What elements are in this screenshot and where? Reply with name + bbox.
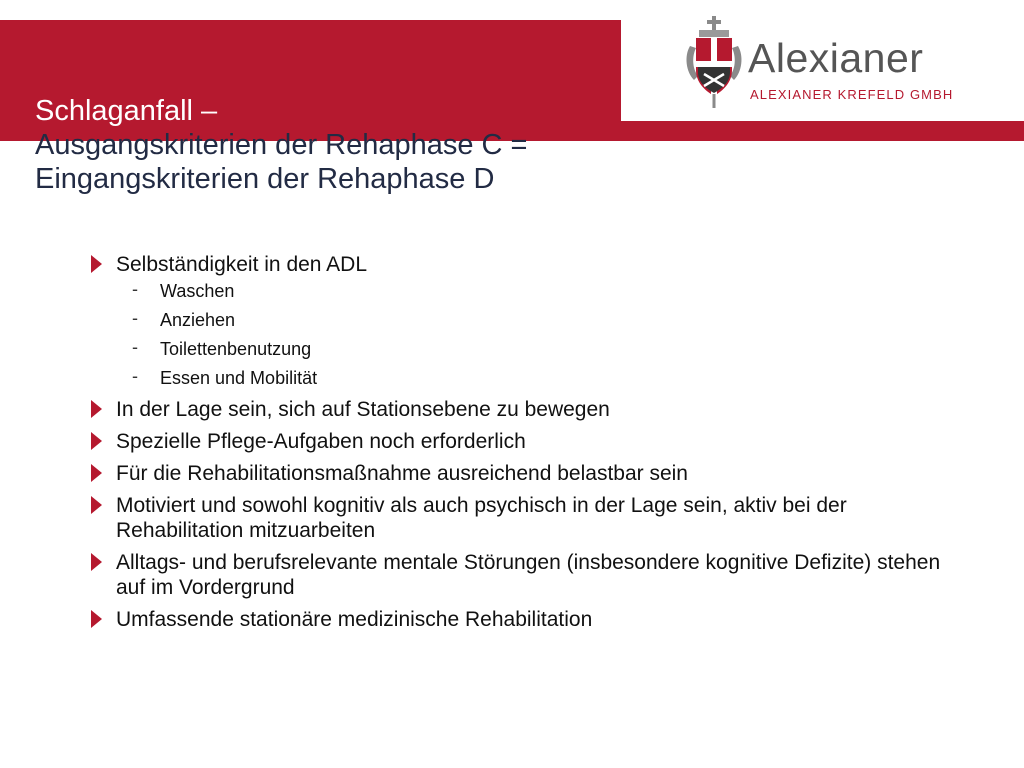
sub-list-item-text: Anziehen: [160, 310, 236, 330]
dash-icon: -: [132, 337, 138, 357]
sub-list-item-text: Toilettenbenutzung: [160, 339, 312, 359]
dash-icon: -: [132, 366, 138, 386]
triangle-right-icon: [91, 610, 102, 628]
list-item: [88, 493, 968, 543]
slide-title: [35, 94, 735, 196]
list-item: [88, 550, 968, 600]
dash-icon: -: [132, 279, 138, 299]
title-line-2: Ausgangskriterien der Rehaphase C =: [35, 129, 528, 161]
bullet-list: [88, 252, 968, 639]
list-item: [88, 607, 968, 632]
triangle-right-icon: [91, 464, 102, 482]
triangle-right-icon: [91, 400, 102, 418]
logo-wordmark: Alexianer: [748, 35, 924, 81]
list-item-text: Motiviert und sowohl kognitiv als auch psychisch in der Lage sein, aktiv bei der Rehabilitation mitzuarbeiten: [116, 494, 847, 542]
sub-list-item: [132, 310, 968, 330]
list-item-text: Umfassende stationäre medizinische Rehabilitation: [116, 608, 593, 631]
list-item: [88, 252, 968, 388]
list-item-text: Spezielle Pflege-Aufgaben noch erforderlich: [116, 430, 526, 453]
sub-list: [132, 281, 968, 388]
sub-list-item: [132, 339, 968, 359]
sub-list-item-text: Waschen: [160, 281, 235, 301]
sub-list-item: [132, 281, 968, 301]
list-item: [88, 461, 968, 486]
logo-subtitle: ALEXIANER KREFELD GMBH: [750, 87, 954, 102]
list-item-text: Selbständigkeit in den ADL: [116, 253, 368, 276]
triangle-right-icon: [91, 432, 102, 450]
sub-list-item: [132, 368, 968, 388]
sub-list-item-text: Essen und Mobilität: [160, 368, 318, 388]
title-line-1: Schlaganfall –: [35, 95, 218, 127]
triangle-right-icon: [91, 553, 102, 571]
dash-icon: -: [132, 308, 138, 328]
list-item: [88, 429, 968, 454]
title-line-3: Eingangskriterien der Rehaphase D: [35, 163, 495, 195]
list-item-text: In der Lage sein, sich auf Stationsebene zu bewegen: [116, 398, 610, 421]
list-item: [88, 397, 968, 422]
triangle-right-icon: [91, 255, 102, 273]
list-item-text: Alltags- und berufsrelevante mentale Störungen (insbesondere kognitive Defizite) stehen auf im Vordergrund: [116, 551, 941, 599]
list-item-text: Für die Rehabilitationsmaßnahme ausreichend belastbar sein: [116, 462, 688, 485]
triangle-right-icon: [91, 496, 102, 514]
